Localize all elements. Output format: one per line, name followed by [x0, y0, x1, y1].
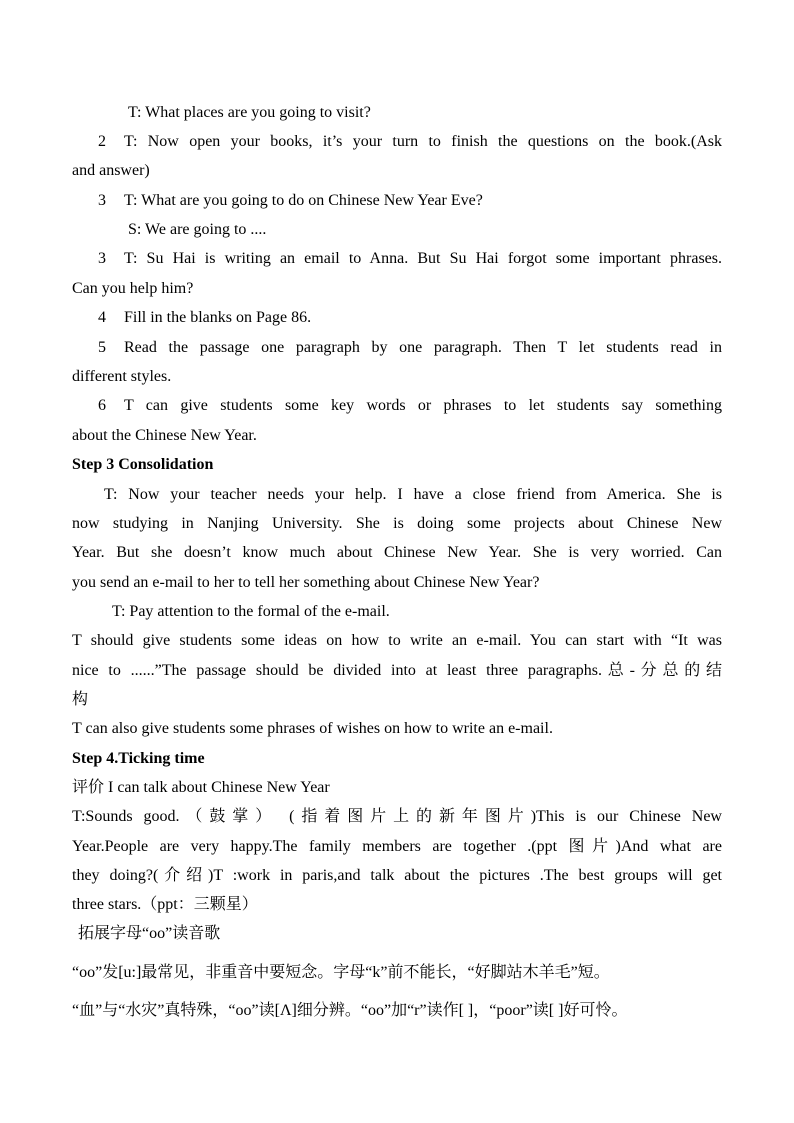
text-line: 构 [72, 691, 89, 708]
text-line: T: Now your teacher needs your help. I have a close friend from America. She is [104, 486, 722, 503]
section-heading: Step 3 Consolidation [72, 456, 214, 473]
item-number: 3 [98, 250, 106, 267]
numbered-item: 3 T: What are you going to do on Chinese New Year Eve? [98, 190, 722, 212]
text-line: now studying in Nanjing University. She is doing some projects about Chinese New [72, 515, 722, 532]
item-number: 6 [98, 397, 106, 414]
rhyme-line: “oo”发[u:]最常见，非重音中要短念。字母“k”前不能长，“好脚站木羊毛”短。 [72, 964, 610, 981]
text-line: you send an e-mail to her to tell her something about Chinese New Year? [72, 574, 540, 591]
numbered-item: 5 Read the passage one paragraph by one paragraph. Then T let students read in [98, 337, 722, 359]
dialogue-line: T: What places are you going to visit? [128, 104, 371, 121]
text-line: and answer) [72, 162, 150, 179]
text-line: Can you help him? [72, 280, 194, 297]
section-heading: Step 4.Ticking time [72, 750, 205, 767]
text-line: nice to ......”The passage should be divided into at least three paragraphs.总-分总的结 [72, 662, 722, 679]
text-line: they doing?(介绍)T :work in paris,and talk about the pictures .The best groups will get [72, 867, 722, 884]
dialogue-line: T: Pay attention to the formal of the e-mail. [112, 603, 390, 620]
item-number: 3 [98, 192, 106, 209]
text-line: three stars.（ppt：三颗星） [72, 896, 258, 913]
text-line: T:Sounds good.（鼓掌） (指着图片上的新年图片)This is our Chinese New [72, 808, 722, 825]
text-line: Year. But she doesn’t know much about Chinese New Year. She is very worried. Can [72, 544, 722, 561]
text-line: about the Chinese New Year. [72, 427, 257, 444]
item-number: 5 [98, 339, 106, 356]
dialogue-line: S: We are going to .... [128, 221, 267, 238]
numbered-item: 2 T: Now open your books, it’s your turn to finish the questions on the book.(Ask [98, 131, 722, 153]
rhyme-line: “血”与“水灾”真特殊，“oo”读[Λ]细分辨。“oo”加“r”读作[ ]，“poor”读[ ]好可怜。 [72, 1002, 628, 1019]
text-line: T should give students some ideas on how to write an e-mail. You can start with “It was [72, 632, 722, 649]
text-line: T can also give students some phrases of wishes on how to write an e-mail. [72, 720, 553, 737]
numbered-item: 6 T can give students some key words or phrases to let students say something [98, 395, 722, 417]
numbered-item: 3 T: Su Hai is writing an email to Anna. But Su Hai forgot some important phrases. [98, 248, 722, 270]
text-line: different styles. [72, 368, 172, 385]
item-number: 2 [98, 133, 106, 150]
text-line: Year.People are very happy.The family members are together .(ppt 图片)And what are [72, 838, 722, 855]
text-line: 评价 I can talk about Chinese New Year [72, 779, 330, 796]
item-number: 4 [98, 309, 106, 326]
numbered-item: 4 Fill in the blanks on Page 86. [98, 307, 722, 329]
subheading: 拓展字母“oo”读音歌 [78, 925, 221, 942]
